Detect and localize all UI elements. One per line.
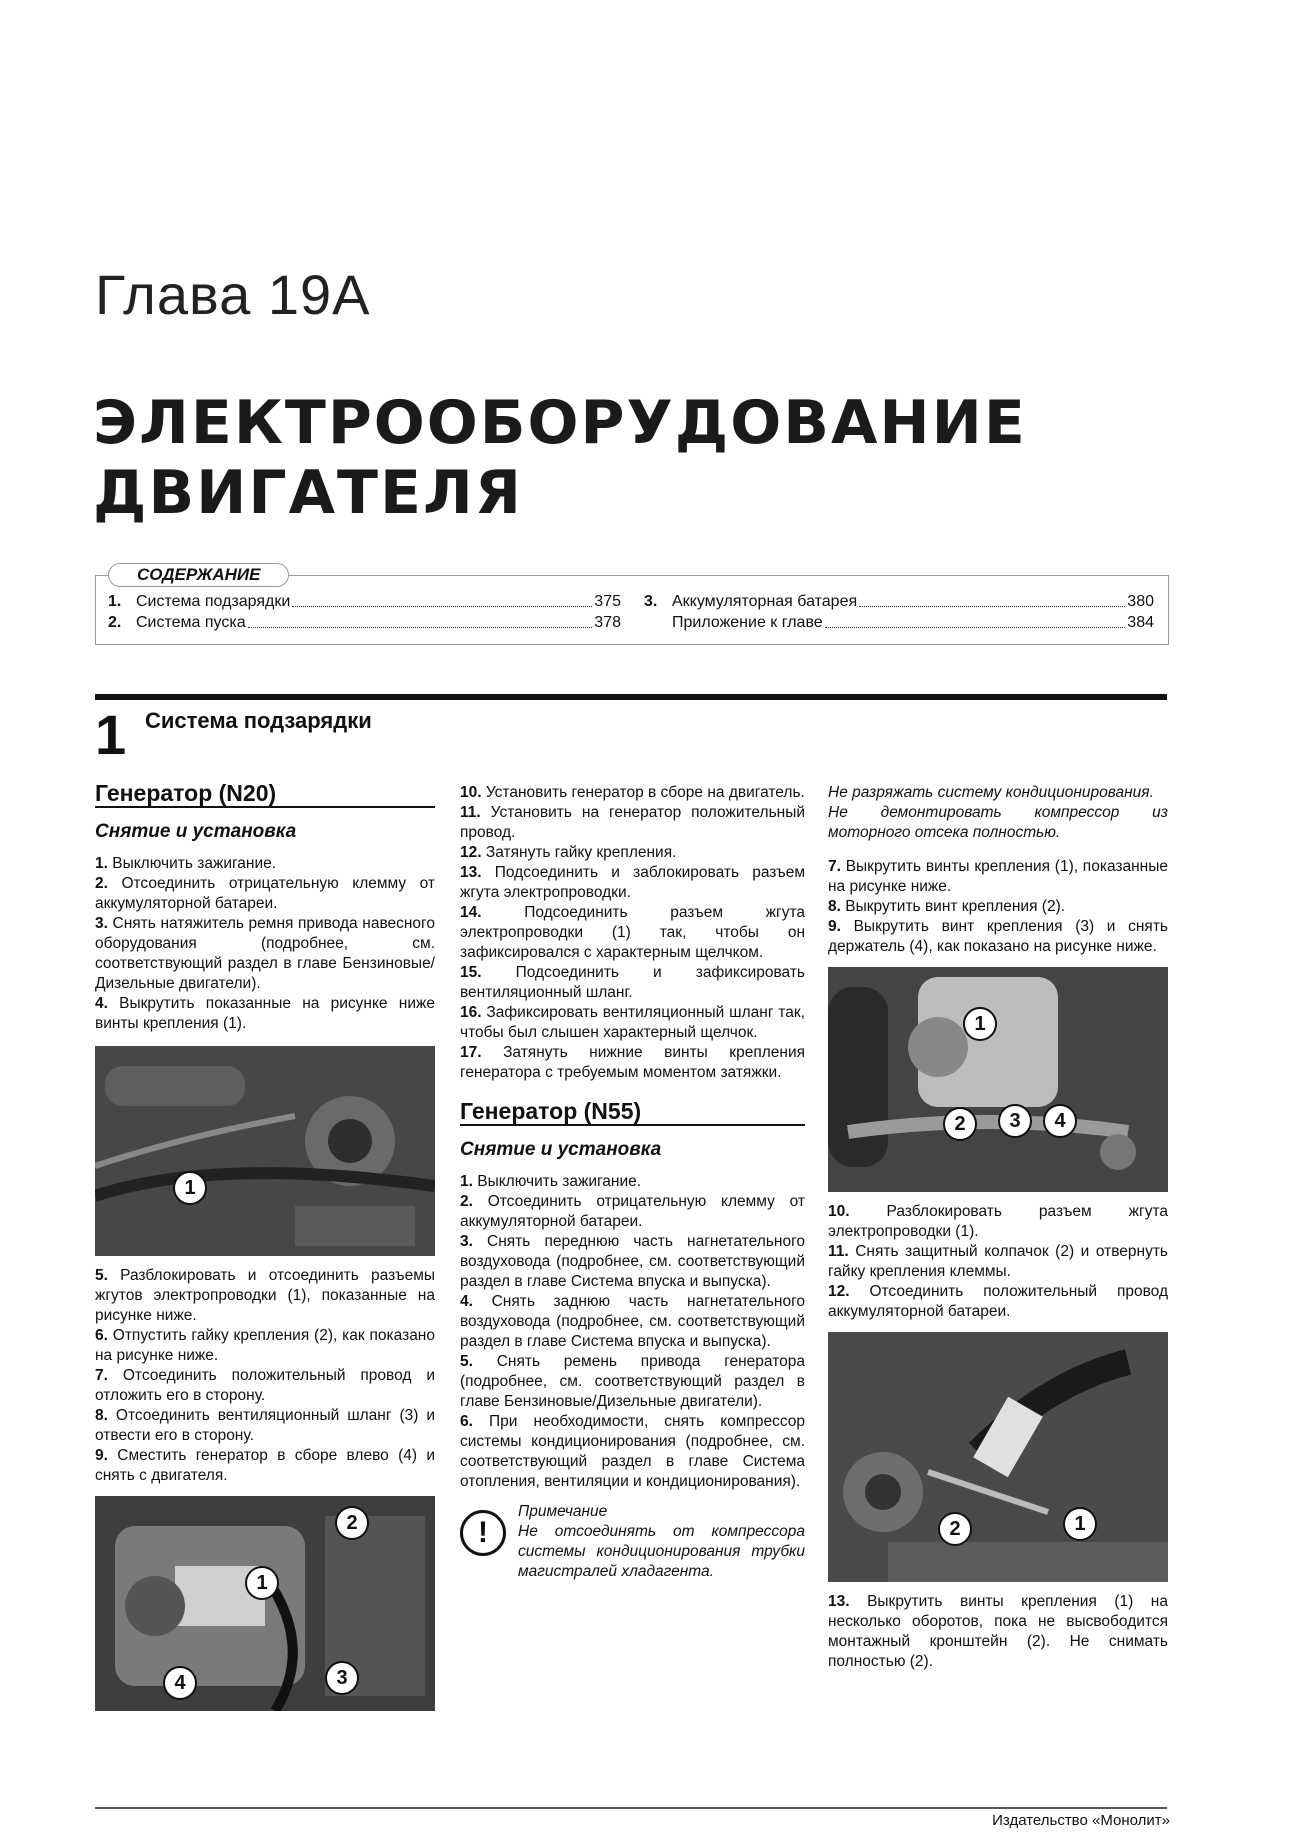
step: 1. Выключить зажигание. xyxy=(460,1173,642,1190)
toc-item-page: 378 xyxy=(594,614,621,631)
section-number: 1 xyxy=(95,703,127,766)
engine-photo-3-graphic xyxy=(828,967,1168,1192)
table-of-contents xyxy=(95,565,1169,645)
warning-icon: ! xyxy=(460,1510,506,1556)
step: 9. Сместить генератор в сборе влево (4) и снять с двигателя. xyxy=(95,1447,435,1484)
toc-leader xyxy=(825,612,1126,628)
toc-item-number: 2. xyxy=(108,614,122,631)
callout-marker: 1 xyxy=(245,1566,279,1600)
step: 9. Выкрутить винт крепления (3) и снять держатель (4), как показано на рисунке ниже. xyxy=(828,918,1168,955)
step: 15. Подсоединить и зафиксировать вентиляционный шланг. xyxy=(460,964,805,1001)
step: 11. Установить на генератор положительный провод. xyxy=(460,804,805,841)
step: 4. Снять заднюю часть нагнетательного воздуховода (подробнее, см. соответствующий раздел в главе Система впуска и выпуска). xyxy=(460,1293,805,1350)
heading-generator-n20: Генератор (N20) xyxy=(95,783,435,808)
step: 5. Разблокировать и отсоединить разъемы жгутов электропроводки (1), показанные на рисунке ниже. xyxy=(95,1267,435,1324)
footer-rule xyxy=(95,1807,1167,1809)
toc-item-number: 3. xyxy=(644,593,658,610)
step: 4. Выкрутить показанные на рисунке ниже винты крепления (1). xyxy=(95,995,435,1032)
step: 16. Зафиксировать вентиляционный шланг так, чтобы был слышен характерный щелчок. xyxy=(460,1004,805,1041)
toc-column-left xyxy=(108,591,621,633)
toc-item[interactable] xyxy=(108,591,621,612)
toc-leader xyxy=(859,591,1125,607)
step: 3. Снять натяжитель ремня привода навесного оборудования (подробнее, см. соответствующий раздел в главе Бензиновые/Дизельные двигатели). xyxy=(95,915,435,992)
step: 2. Отсоединить отрицательную клемму от аккумуляторной батареи. xyxy=(460,1193,805,1230)
engine-photo-1 xyxy=(95,1046,435,1256)
step: 6. Отпустить гайку крепления (2), как показано на рисунке ниже. xyxy=(95,1327,435,1364)
step: 13. Подсоединить и заблокировать разъем жгута электропроводки. xyxy=(460,864,805,901)
toc-item[interactable] xyxy=(644,612,1154,633)
toc-item-title: Система подзарядки xyxy=(136,593,291,610)
column-2 xyxy=(460,783,805,1582)
engine-photo-4-graphic xyxy=(828,1332,1168,1582)
step: 12. Затянуть гайку крепления. xyxy=(460,844,677,861)
note-content xyxy=(518,1502,805,1582)
toc-item-page: 384 xyxy=(1127,614,1154,631)
toc-label: СОДЕРЖАНИЕ xyxy=(108,563,289,587)
engine-photo-3 xyxy=(828,967,1168,1192)
step: 10. Разблокировать разъем жгута электропроводки (1). xyxy=(828,1203,1168,1240)
step: 14. Подсоединить разъем жгута электропроводки (1) так, чтобы он зафиксировался с характерным щелчком. xyxy=(460,904,805,961)
page-title xyxy=(93,388,1027,528)
step: 10. Установить генератор в сборе на двигатель. xyxy=(460,784,805,801)
publisher-footer: Издательство «Монолит» xyxy=(992,1812,1170,1829)
section-rule xyxy=(95,694,1167,700)
note-text: Не отсоединять от компрессора системы кондиционирования трубки магистралей хладагента. xyxy=(518,1523,805,1580)
callout-marker: 1 xyxy=(1063,1507,1097,1541)
chapter-label: Глава 19А xyxy=(95,263,371,326)
toc-item-title: Аккумуляторная батарея xyxy=(672,593,858,610)
step: 2. Отсоединить отрицательную клемму от аккумуляторной батареи. xyxy=(95,875,435,912)
callout-marker: 3 xyxy=(325,1661,359,1695)
callout-marker: 2 xyxy=(943,1107,977,1141)
note-continuation: Не разряжать систему кондиционирования. xyxy=(828,784,1154,801)
title-line-2: ДВИГАТЕЛЯ xyxy=(93,458,524,528)
toc-item-number: 1. xyxy=(108,593,122,610)
engine-photo-4 xyxy=(828,1332,1168,1582)
note-box xyxy=(460,1502,805,1582)
callout-marker: 1 xyxy=(963,1007,997,1041)
engine-photo-2-graphic xyxy=(95,1496,435,1711)
subheading-removal: Снятие и установка xyxy=(460,1139,662,1160)
toc-leader xyxy=(248,612,593,628)
toc-item-title: Система пуска xyxy=(136,614,246,631)
title-line-1: ЭЛЕКТРООБОРУДОВАНИЕ xyxy=(93,388,1027,458)
toc-column-right xyxy=(644,591,1154,633)
callout-marker: 3 xyxy=(998,1104,1032,1138)
toc-item-title: Приложение к главе xyxy=(672,614,823,631)
step: 7. Отсоединить положительный провод и отложить его в сторону. xyxy=(95,1367,435,1404)
toc-item-page: 375 xyxy=(594,593,621,610)
step: 17. Затянуть нижние винты крепления генератора с требуемым моментом затяжки. xyxy=(460,1044,805,1081)
toc-item[interactable] xyxy=(108,612,621,633)
step: 13. Выкрутить винты крепления (1) на несколько оборотов, пока не высвободится монтажный кронштейн (2). Не снимать полностью (2). xyxy=(828,1593,1168,1670)
step: 3. Снять переднюю часть нагнетательного воздуховода (подробнее, см. соответствующий раздел в главе Система впуска и выпуска). xyxy=(460,1233,805,1290)
toc-item-page: 380 xyxy=(1127,593,1154,610)
callout-marker: 2 xyxy=(335,1506,369,1540)
engine-photo-2 xyxy=(95,1496,435,1711)
section-title: Система подзарядки xyxy=(145,708,372,733)
callout-marker: 4 xyxy=(163,1666,197,1700)
step: 8. Выкрутить винт крепления (2). xyxy=(828,898,1066,915)
engine-photo-1-graphic xyxy=(95,1046,435,1256)
note-title: Примечание xyxy=(518,1503,608,1520)
step: 7. Выкрутить винты крепления (1), показанные на рисунке ниже. xyxy=(828,858,1168,895)
subheading-removal: Снятие и установка xyxy=(95,821,297,842)
toc-leader xyxy=(292,591,592,607)
step: 6. При необходимости, снять компрессор системы кондиционирования (подробнее, см. соответствующий раздел в главе Система отопления, вентиляции и кондиционирования). xyxy=(460,1413,805,1490)
step: 1. Выключить зажигание. xyxy=(95,855,277,872)
column-1 xyxy=(95,780,435,1711)
step: 8. Отсоединить вентиляционный шланг (3) и отвести его в сторону. xyxy=(95,1407,435,1444)
step: 12. Отсоединить положительный провод аккумуляторной батареи. xyxy=(828,1283,1168,1320)
callout-marker: 2 xyxy=(938,1512,972,1546)
column-3 xyxy=(828,783,1168,1672)
heading-generator-n55: Генератор (N55) xyxy=(460,1101,805,1126)
callout-marker: 4 xyxy=(1043,1104,1077,1138)
toc-item[interactable] xyxy=(644,591,1154,612)
step: 5. Снять ремень привода генератора (подробнее, см. соответствующий раздел в главе Бензиновые/Дизельные двигатели). xyxy=(460,1353,805,1410)
toc-item-number xyxy=(644,612,672,633)
step: 11. Снять защитный колпачок (2) и отвернуть гайку крепления клеммы. xyxy=(828,1243,1168,1280)
note-continuation: Не демонтировать компрессор из моторного отсека полностью. xyxy=(828,804,1168,841)
callout-marker: 1 xyxy=(173,1171,207,1205)
